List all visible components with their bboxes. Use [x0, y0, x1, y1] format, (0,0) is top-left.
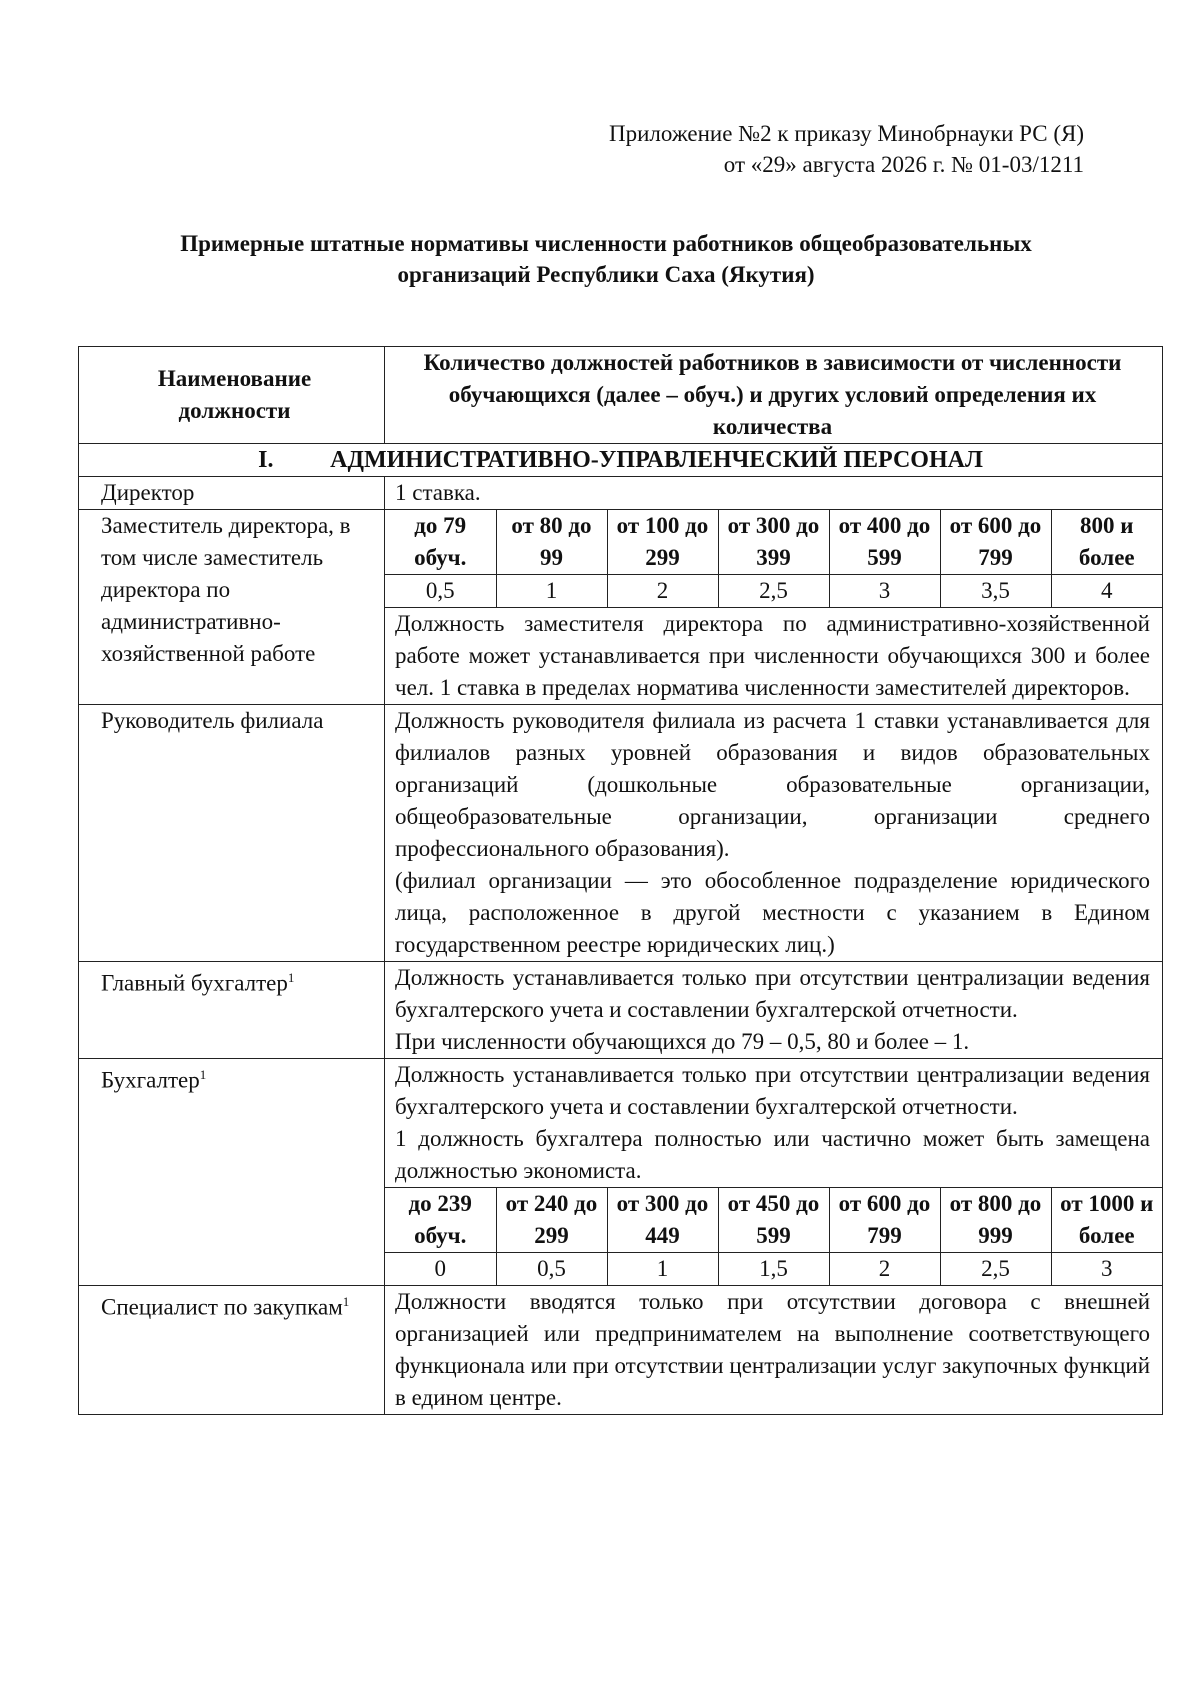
- section-number: I.: [258, 447, 274, 473]
- position-name: Заместитель директора, в том числе заместитель директора по административно-хозяйственной работе: [79, 510, 385, 705]
- norm-header: от 450 до 599: [718, 1188, 829, 1253]
- norm-value: 1: [496, 575, 607, 608]
- section-title: АДМИНИСТРАТИВНО-УПРАВЛЕНЧЕСКИЙ ПЕРСОНАЛ: [330, 447, 983, 473]
- header-line-1: Приложение №2 к приказу Минобрнауки РС (Я): [609, 121, 1084, 146]
- accountant-text: Должность устанавливается только при отсутствии централизации ведения бухгалтерского учета и составлении бухгалтерской отчетности.: [395, 1062, 1150, 1119]
- accountant-note: 1 должность бухгалтера полностью или частично может быть замещена должностью экономиста.: [395, 1126, 1150, 1183]
- chief-accountant-norm: При численности обучающихся до 79 – 0,5, 80 и более – 1.: [395, 1029, 970, 1054]
- section-row: [79, 444, 1163, 477]
- norm-header: от 600 до 799: [940, 510, 1051, 575]
- norm-header: от 300 до 399: [718, 510, 829, 575]
- document-header: [384, 118, 1084, 180]
- position-name: Бухгалтер$^1$: [79, 1059, 385, 1286]
- position-name: Главный бухгалтер$^1$: [79, 962, 385, 1059]
- norm-value: 2: [829, 1253, 940, 1286]
- table-row: [79, 477, 1163, 510]
- norm-header: от 1000 и более: [1051, 1188, 1162, 1253]
- position-value: 1 ставка.: [385, 477, 1163, 510]
- branch-head-text: Должность руководителя филиала из расчета 1 ставки устанавливается для филиалов разных уровней образования и видов образовательных организаций (дошкольные образовательные организации, общеобразовательные организации, организации среднего профессионального образования).: [395, 708, 1150, 861]
- table-row: [79, 510, 1163, 705]
- branch-head-definition: (филиал организации — это обособленное подразделение юридического лица, расположенное в другой местности с указанием в Едином государственном реестре юридических лиц.): [395, 868, 1150, 957]
- norm-value: 0,5: [496, 1253, 607, 1286]
- norm-header: от 300 до 449: [607, 1188, 718, 1253]
- norm-header: до 239 обуч.: [385, 1188, 496, 1253]
- table-row: [79, 962, 1163, 1059]
- table-row: [79, 1059, 1163, 1286]
- header-line-2: от «29» августа 2026 г. № 01-03/1211: [723, 152, 1084, 177]
- footnote-marker: 1: [287, 970, 295, 985]
- norm-value: 2,5: [718, 575, 829, 608]
- norm-header: 800 и более: [1051, 510, 1162, 575]
- deputy-note: Должность заместителя директора по административно-хозяйственной работе может устанавливается при численности обучающихся 300 и более чел. 1 ставка в пределах норматива численности заместителей директоров.: [395, 611, 1150, 700]
- norm-header: от 240 до 299: [496, 1188, 607, 1253]
- norm-header: от 600 до 799: [829, 1188, 940, 1253]
- norm-value: 1: [607, 1253, 718, 1286]
- staffing-table: [78, 346, 1163, 1415]
- title-line-1: Примерные штатные нормативы численности работников общеобразовательных: [180, 231, 1032, 256]
- norm-value: 0,5: [385, 575, 496, 608]
- col-header-count: Количество должностей работников в зависимости от численности обучающихся (далее – обуч.) и других условий определения их количества: [385, 347, 1163, 444]
- norm-value: 3,5: [940, 575, 1051, 608]
- norm-value: 1,5: [718, 1253, 829, 1286]
- footnote-marker: 1: [342, 1294, 350, 1309]
- deputy-norms-table: [385, 510, 1162, 608]
- document-title: [76, 228, 1136, 290]
- position-name: Руководитель филиала: [79, 705, 385, 962]
- norm-value: 3: [1051, 1253, 1162, 1286]
- position-name: Специалист по закупкам$^1$: [79, 1286, 385, 1415]
- title-line-2: организаций Республики Саха (Якутия): [397, 262, 815, 287]
- norm-header: от 100 до 299: [607, 510, 718, 575]
- norm-value: 2,5: [940, 1253, 1051, 1286]
- accountant-norms-table: [385, 1187, 1162, 1285]
- norm-value: 4: [1051, 575, 1162, 608]
- norm-header: от 80 до 99: [496, 510, 607, 575]
- procurement-text: Должности вводятся только при отсутствии договора с внешней организацией или предпринимателем на выполнение соответствующего функционала или при отсутствии централизации услуг закупочных функций в едином центре.: [385, 1286, 1163, 1415]
- norm-value: 0: [385, 1253, 496, 1286]
- norm-value: 3: [829, 575, 940, 608]
- position-name: Директор: [79, 477, 385, 510]
- col-header-position: Наименование должности: [79, 347, 385, 444]
- chief-accountant-text: Должность устанавливается только при отсутствии централизации ведения бухгалтерского учета и составлении бухгалтерской отчетности.: [395, 965, 1150, 1022]
- norm-header: до 79 обуч.: [385, 510, 496, 575]
- footnote-marker: 1: [199, 1067, 207, 1082]
- table-row: [79, 1286, 1163, 1415]
- norm-value: 2: [607, 575, 718, 608]
- table-row: [79, 705, 1163, 962]
- norm-header: от 800 до 999: [940, 1188, 1051, 1253]
- table-header-row: [79, 347, 1163, 444]
- norm-header: от 400 до 599: [829, 510, 940, 575]
